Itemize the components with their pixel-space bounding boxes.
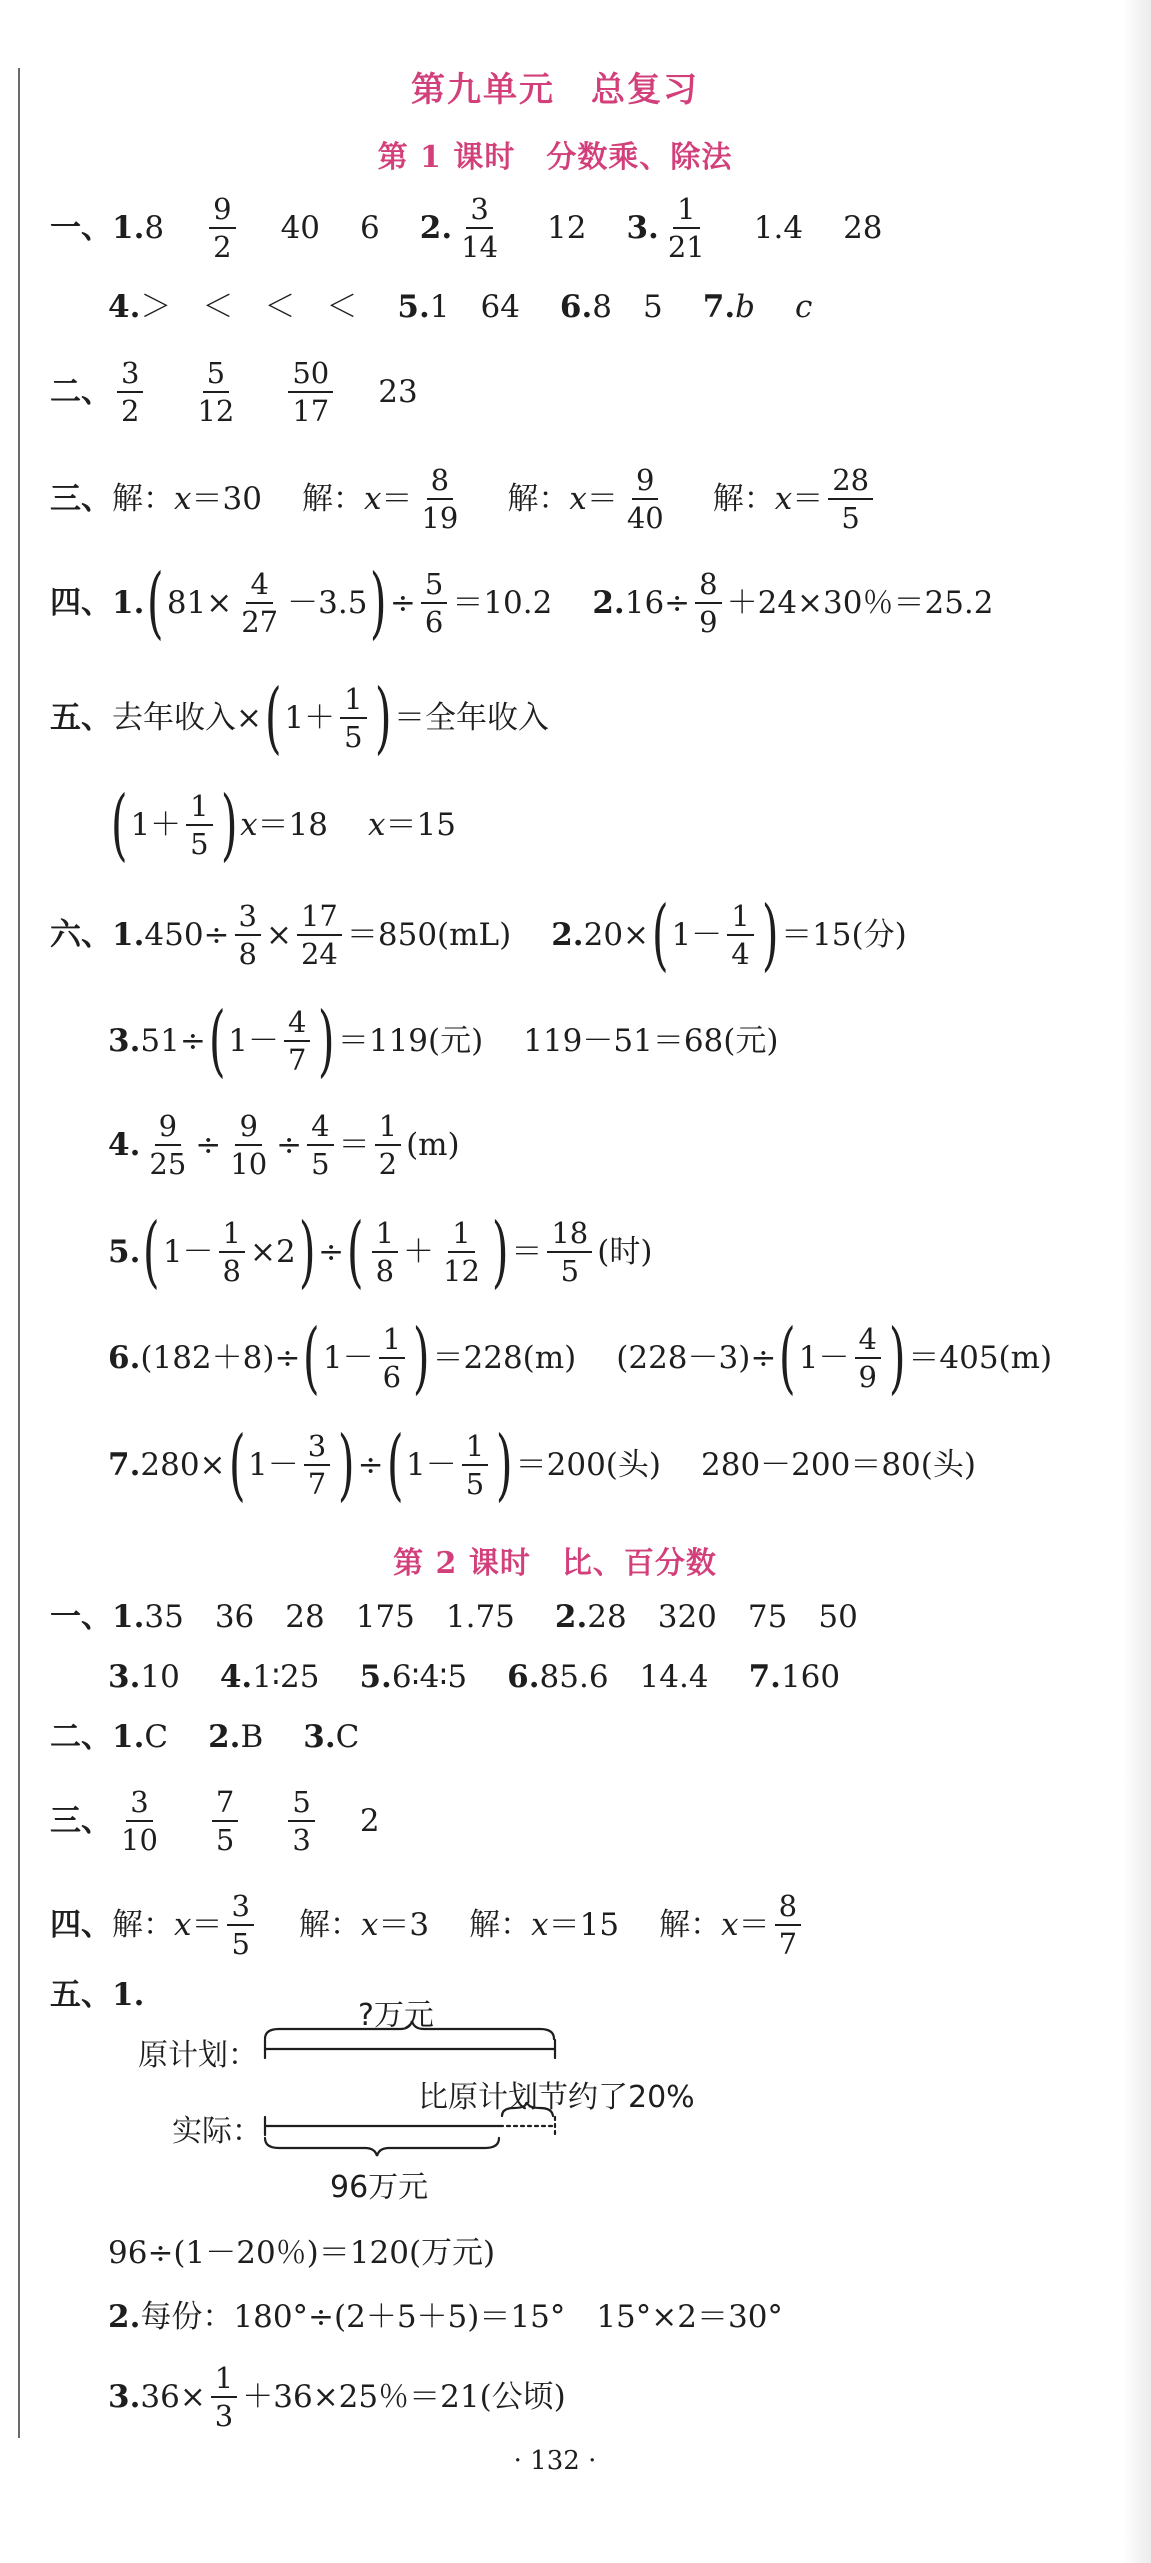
question-number: 2. [208,1719,241,1755]
l2-section-4 [50,1890,1111,1961]
actual-line [265,2117,500,2135]
expr: 1＋ [130,806,182,843]
question-number: 5. [108,1233,141,1270]
fraction: $\frac{1}{8}$ [372,1217,398,1288]
l2-section-2 [50,1719,1111,1755]
solve-label: 解： [301,480,364,517]
answer: 35 36 28 175 1.75 [144,1599,515,1635]
l2-section-5-calc-1 [108,2235,1111,2271]
l1-section-6-row-7: 7. 280× ( 1－ $\frac{3}{7}$ ) ÷ ( 1－ $\frac{1}{5}$ ) ＝200(头) 280－200＝80(头) [108,1420,976,1511]
expr: 每份：180°÷(2＋5＋5)＝15° 15°×2＝30° [140,2299,783,2335]
fraction: $\frac{1}{3}$ [211,2362,237,2433]
answer: ＝3 [378,1906,430,1943]
question-number: 2. [551,916,584,953]
answer: 40 [280,209,321,246]
section-marker: 二、 [50,373,112,410]
l1-section-6-row-5: 5. ( 1－ $\frac{1}{8}$ ×2 ) ÷ ( $\frac{1}{8}$ ＋ $\frac{1}{12}$ ) ＝ $\frac{18}{5}$ (时) [108,1207,653,1298]
answer: 1∶25 [252,1659,320,1695]
expr: 96÷(1－20％)＝120(万元) [108,2235,496,2271]
solve-label: 解： [112,480,174,517]
expr: (228－3)÷ [616,1339,777,1376]
fraction: $\frac{1}{6}$ [379,1323,405,1394]
expr: ×2 [250,1233,296,1270]
question-number: 1. [112,1599,145,1635]
expr: 1＋ [284,699,336,736]
answer: 2 [359,1802,380,1839]
expr: 36× [140,2378,206,2415]
question-number: 1. [112,209,145,246]
actual-dotted-segment [500,2117,555,2135]
expr: ＝ [511,1233,543,1270]
l1-section-3 [50,464,1111,535]
section-marker: 六、 [50,916,112,953]
l1-section-6-row-4 [108,1110,1111,1181]
l2-section-1-row-b [108,1659,1111,1695]
fraction: $\frac{1}{5}$ [462,1430,488,1501]
variable: x [721,1906,739,1943]
solve-label: 解： [469,1906,532,1943]
fraction: $\frac{3}{7}$ [304,1430,330,1501]
unit-title: 第九单元 总复习 [411,70,699,110]
section-marker: 二、 [50,1719,112,1755]
fraction: $\frac{1}{5}$ [186,790,212,861]
question-number: 5. [359,1659,392,1695]
expr: (时) [597,1233,653,1270]
saving-brace [502,2102,553,2116]
fraction: $\frac{4}{27}$ [241,567,279,640]
expr: 1－ [406,1446,457,1483]
equals: ＝ [738,1906,770,1943]
question-number: 7. [108,1446,141,1483]
equals: ＝ [381,480,413,517]
question-number: 2. [419,209,453,246]
question-number: 2. [554,1599,588,1635]
lesson2-title: 第 2 课时 比、百分数 [393,1546,717,1581]
l1-section-6-row-3: 3. 51÷ ( 1－ $\frac{4}{7}$ ) ＝119(元) 119－51＝68(元) [108,996,779,1087]
expr: ＝全年收入 [394,699,550,736]
answer: c [794,289,813,325]
answer: 8 5 [592,289,663,325]
plan-total-label: ?万元 [358,1998,434,2033]
fraction: $\frac{9}{40}$ [626,463,664,536]
answer: 1.4 [753,209,804,246]
expr: 20× [583,916,650,953]
solve-label: 解： [507,480,570,517]
answer: 1 64 [429,289,520,325]
question-number: 3. [108,1659,141,1695]
variable: x [774,480,793,517]
expr: ÷ [357,1446,384,1483]
solve-label: 解： [112,1906,174,1943]
expr: ＋36×25％＝21(公顷) [242,2378,566,2415]
expr: 450÷ [144,916,230,953]
question-number: 7. [748,1659,781,1695]
expr: 51÷ [140,1022,206,1059]
expr: 1－ [671,916,723,953]
section-marker: 五、 [50,699,112,736]
expr: 81× [166,584,233,621]
expr: ＝200(头) [515,1446,661,1483]
expr: 1－ [798,1339,850,1376]
expr: 16÷ [624,584,691,621]
answer: ＝30 [191,480,262,517]
fraction: $\frac{4}{9}$ [855,1323,881,1394]
l1-section-2 [50,357,1111,428]
variable: x [360,1906,379,1943]
l2-section-5-calc-3 [108,2362,1111,2433]
expr: 119－51＝68(元) [523,1022,779,1059]
fraction: $\frac{1}{12}$ [443,1216,480,1289]
question-number: 6. [507,1659,540,1695]
question-number: 6. [108,1339,141,1376]
section-marker: 四、 [50,1906,112,1943]
fraction: $\frac{1}{8}$ [219,1217,245,1288]
l1-section-6-row-1: 六、 1. 450÷ $\frac{3}{8}$ × $\frac{17}{24}$ ＝850(mL) 2. 20× ( 1－ $\frac{1}{4}$ ) ＝15(分) [50,890,907,981]
expr: ＝228(m) [432,1339,577,1376]
question-number: 3. [108,2378,141,2415]
expr: (m) [406,1126,460,1163]
expr: (182＋8)÷ [140,1339,301,1376]
answer: 28 [843,209,883,246]
fraction: $\frac{5}{12}$ [197,356,235,429]
answer: 85.6 14.4 [539,1659,709,1695]
answer: 6∶4∶5 [391,1659,468,1695]
variable: x [174,1906,192,1943]
plan-label: 原计划： [138,2038,258,2073]
l1-section-5-row-b: ( 1＋ $\frac{1}{5}$ ) x ＝18 x ＝15 [110,780,456,871]
expr: ＝10.2 [452,584,553,621]
actual-label: 实际： [172,2114,262,2149]
lesson1-title: 第 1 课时 分数乘、除法 [377,140,733,175]
expr: ＝ [338,1126,370,1163]
expr: 1－ [162,1233,214,1270]
answer: C [335,1719,360,1755]
answer: b [735,289,755,325]
question-number: 1. [112,1719,145,1755]
question-number: 1. [112,916,145,953]
question-number: 4. [108,1126,141,1163]
l1-section-1-row-b [108,289,1111,325]
variable: x [240,806,258,843]
expr: 280－200＝80(头) [701,1446,976,1483]
l2-section-5-calc-2 [108,2299,1111,2335]
section-marker: 三、 [50,1802,112,1839]
fraction: $\frac{1}{4}$ [727,900,753,971]
l1-section-6-row-6: 6. (182＋8)÷ ( 1－ $\frac{1}{6}$ ) ＝228(m) (228－3)÷ ( 1－ $\frac{4}{9}$ ) ＝405(m) [108,1313,1053,1404]
expr: ＝119(元) [337,1022,484,1059]
fraction: $\frac{8}{7}$ [775,1890,801,1961]
expr: 1－ [247,1446,299,1483]
l1-section-4: 四、 1. ( 81× $\frac{4}{27}$ －3.5 ) ÷ $\frac{5}{6}$ ＝10.2 2. 16÷ $\frac{8}{9}$ ＋24×30％＝25.2 [50,558,994,649]
saving-label: 比原计划节约了20% [418,2080,695,2115]
page-number: · 132 · [513,2446,597,2476]
expr: 1－ [228,1022,279,1059]
equals: ＝ [586,480,618,517]
question-number: 1. [112,584,145,621]
solve-label: 解： [712,480,775,517]
fraction: $\frac{50}{17}$ [288,357,333,428]
fraction: $\frac{9}{2}$ [209,193,235,264]
fraction: $\frac{1}{5}$ [340,683,366,754]
l2-section-5-header [50,1977,1111,2013]
page-edge-shade [1123,0,1151,2563]
fraction: $\frac{9}{25}$ [149,1109,187,1182]
question-number: 3. [108,1022,141,1059]
left-margin-rule [18,68,20,2438]
l1-section-5-row-a: 五、 去年收入× ( 1＋ $\frac{1}{5}$ ) ＝全年收入 [50,673,550,764]
question-number: 7. [702,289,736,325]
expr: ÷ [318,1233,345,1270]
variable: x [569,480,587,517]
fraction: $\frac{28}{5}$ [828,464,873,535]
equals: ＝ [792,480,824,517]
section-marker: 四、 [50,584,112,621]
fraction: $\frac{3}{8}$ [235,900,261,971]
fraction: $\frac{3}{5}$ [227,1890,253,1961]
fraction: $\frac{18}{5}$ [547,1217,592,1288]
answer: B [240,1719,264,1755]
solve-label: 解： [298,1906,361,1943]
question-number: 3. [626,209,659,246]
fraction: $\frac{3}{14}$ [461,192,499,265]
fraction: $\frac{8}{19}$ [421,463,459,536]
expr: ＝15 [385,806,456,843]
expr: 1－ [322,1339,374,1376]
question-number: 3. [303,1719,336,1755]
expr: －3.5 [287,584,368,621]
fraction: $\frac{17}{24}$ [297,900,342,971]
expr: ＋24×30％＝25.2 [726,584,994,621]
expr: ÷ [195,1126,222,1163]
fraction: $\frac{3}{10}$ [121,1785,158,1858]
actual-bottom-brace [265,2138,499,2156]
question-number: 2. [108,2299,141,2335]
answer: ＝15 [548,1906,620,1943]
fraction: $\frac{4}{7}$ [284,1006,310,1077]
fraction: $\frac{5}{6}$ [421,568,447,639]
answer: C [144,1719,169,1755]
question-number: 4. [108,289,141,325]
section-marker: 三、 [50,480,112,517]
question-number: 6. [559,289,593,325]
expr: ＝15(分) [781,916,907,953]
expr: × [265,916,292,953]
answer: 6 [360,209,380,246]
answer: ＞ ＜ ＜ ＜ [140,289,358,325]
answer: 160 [780,1659,841,1695]
expr: ÷ [276,1126,303,1163]
question-number: 4. [219,1659,253,1695]
question-number: 2. [592,584,625,621]
section-marker: 一、 [50,209,112,246]
l1-section-1-row-a [50,193,1111,264]
actual-amount-label: 96万元 [330,2170,429,2205]
answer: 10 [140,1659,180,1695]
answer: 8 [144,209,165,246]
fraction: $\frac{3}{2}$ [117,357,143,428]
equals: ＝ [191,1906,223,1943]
fraction: $\frac{4}{5}$ [307,1110,333,1181]
fraction: $\frac{1}{2}$ [375,1110,401,1181]
fraction: $\frac{5}{3}$ [288,1786,314,1857]
expr: ＝18 [257,806,328,843]
variable: x [368,806,386,843]
fraction: $\frac{7}{5}$ [212,1786,238,1857]
l2-section-1-row-a [50,1599,1111,1635]
solve-label: 解： [659,1906,722,1943]
expr: 280× [140,1446,226,1483]
l2-section-3 [50,1786,1111,1857]
variable: x [531,1906,549,1943]
expr: ＝850(mL) [346,916,512,953]
variable: x [174,480,192,517]
answer: 28 320 75 50 [587,1599,858,1635]
fraction: $\frac{1}{21}$ [667,192,705,265]
plan-line [265,2040,555,2058]
question-number: 5. [397,289,430,325]
section-marker: 五、 [50,1977,112,2013]
question-number: 1. [112,1977,145,2013]
answer: 12 [547,209,587,246]
section-marker: 一、 [50,1599,112,1635]
expr: 去年收入× [112,699,262,736]
fraction: $\frac{8}{9}$ [695,568,721,639]
variable: x [363,480,382,517]
answer: 23 [378,373,418,410]
expr: ÷ [389,584,416,621]
fraction: $\frac{9}{10}$ [230,1109,268,1182]
expr: ＝405(m) [908,1339,1053,1376]
expr: ＋ [403,1233,435,1270]
plan-top-brace [265,2021,554,2039]
